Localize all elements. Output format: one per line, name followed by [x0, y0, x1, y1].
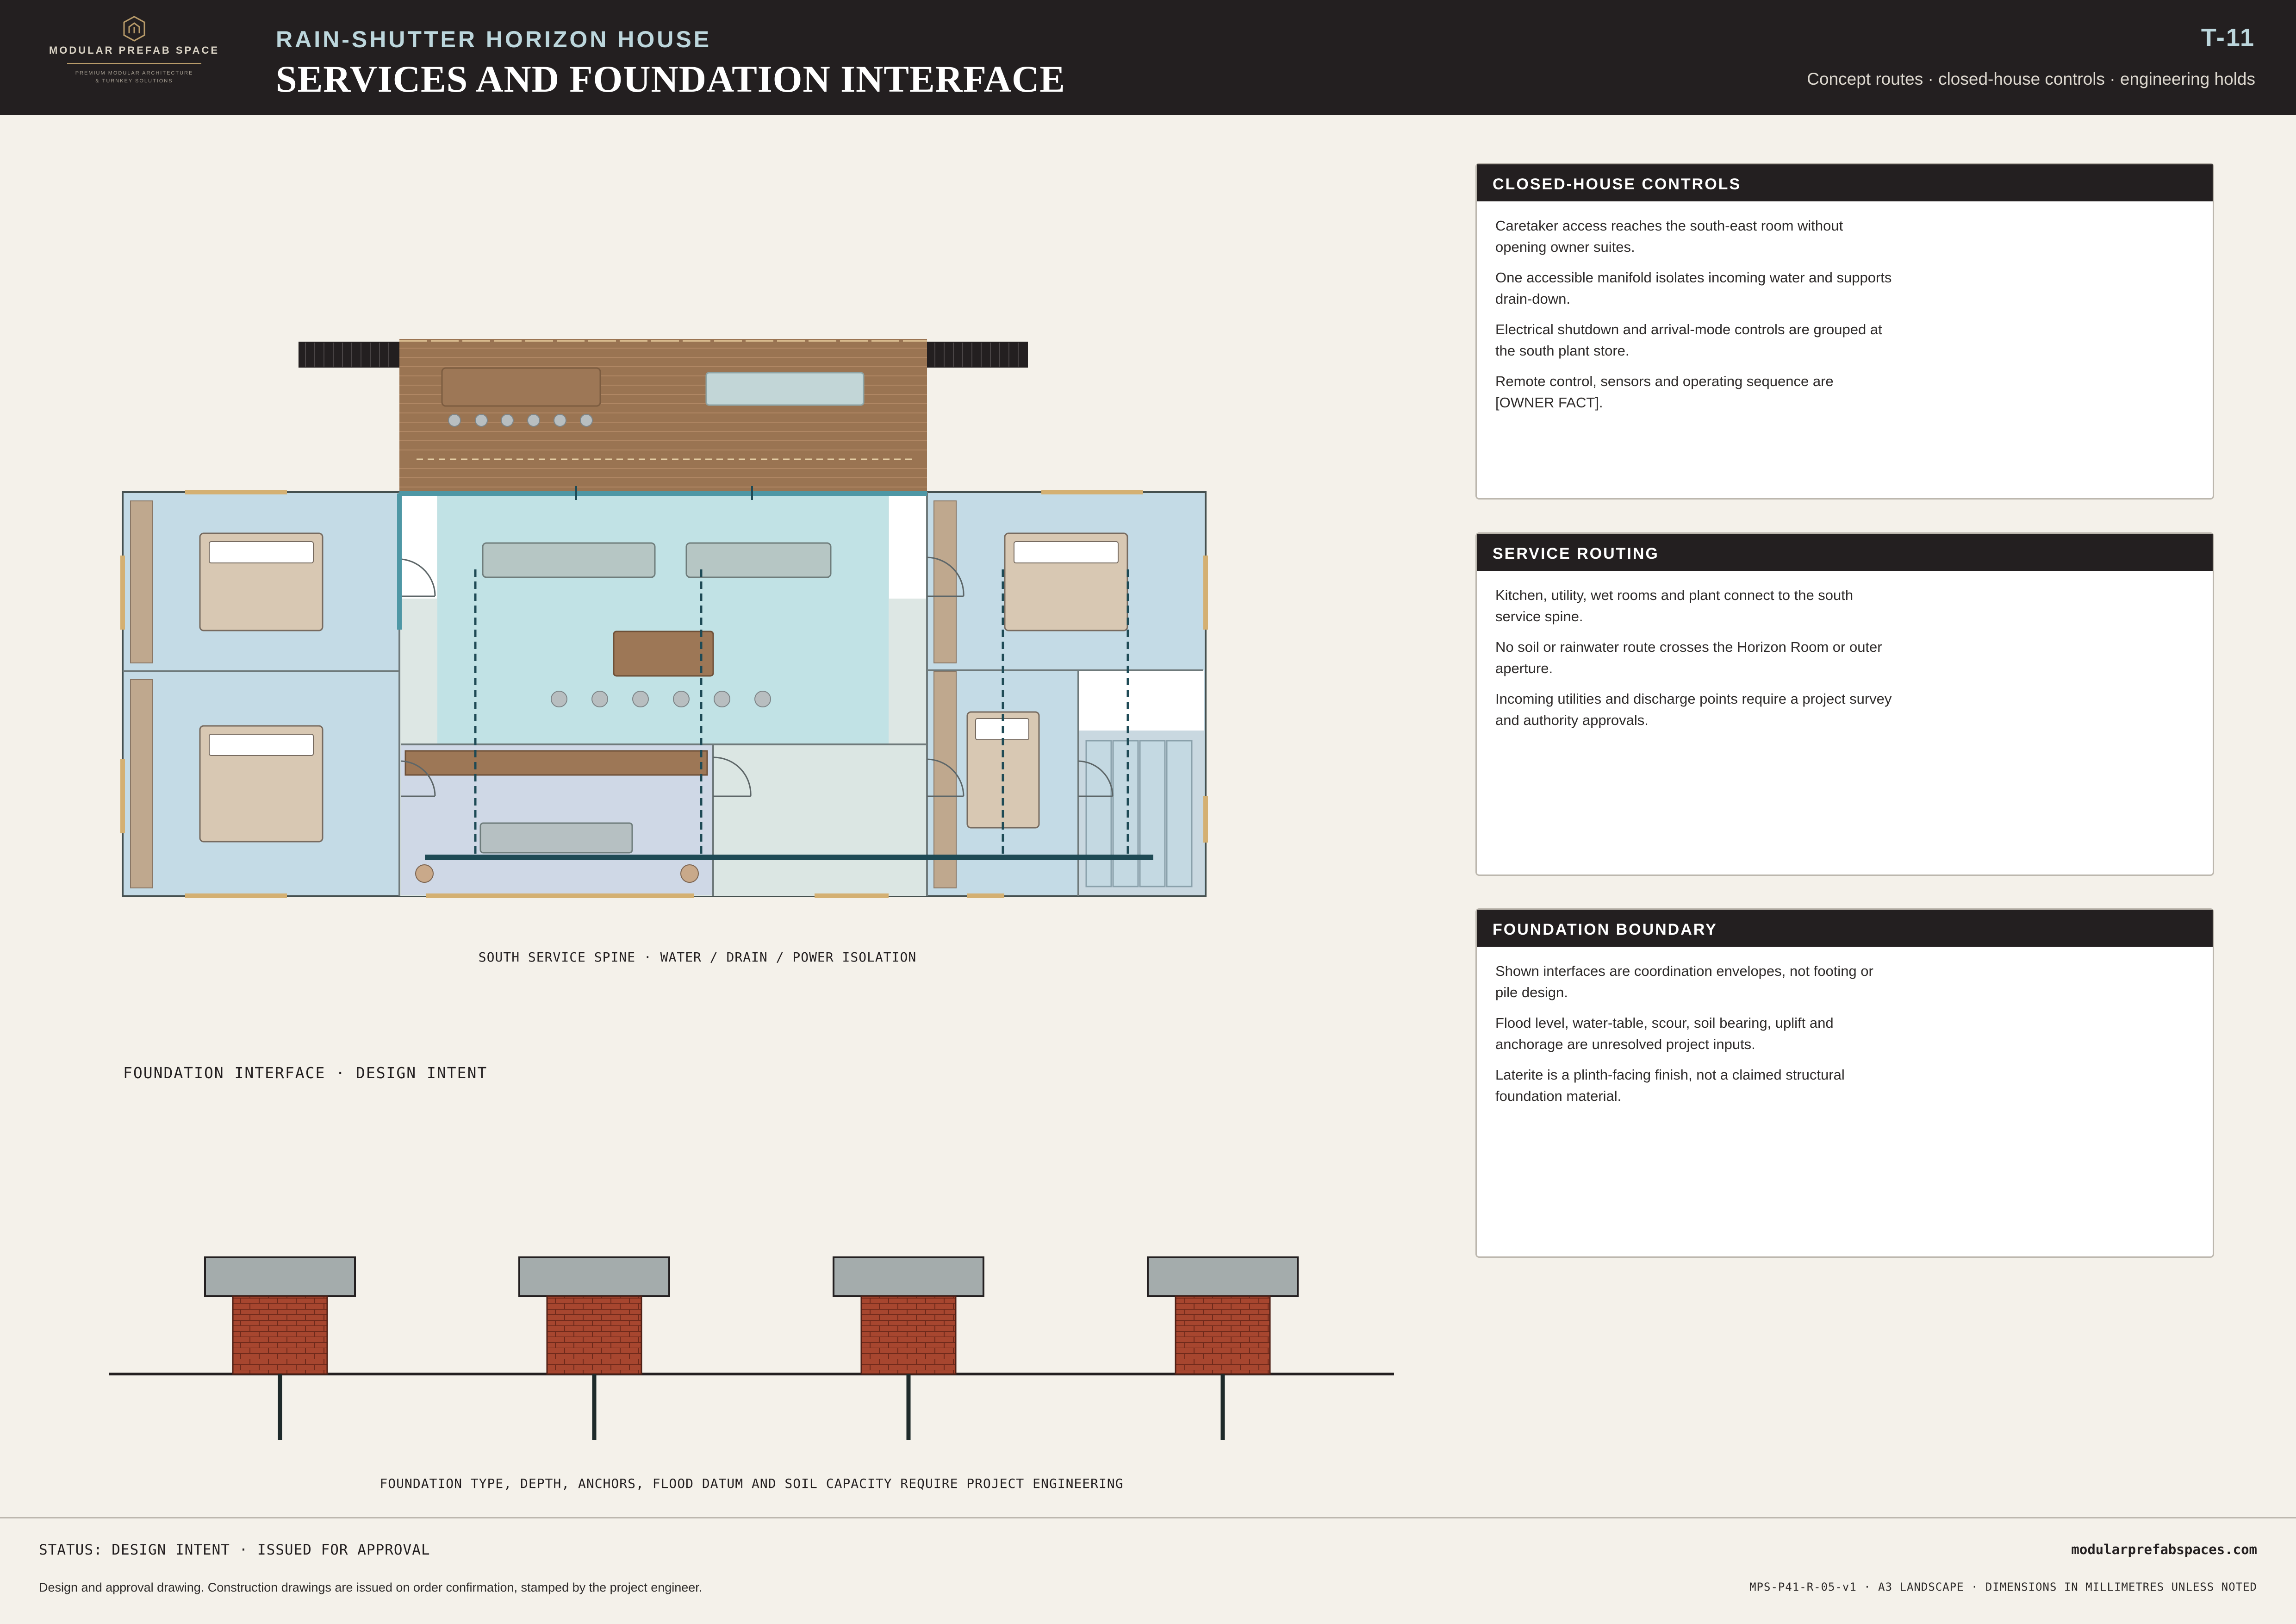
- foundation-pier: [834, 1257, 983, 1440]
- foundation-caption: FOUNDATION TYPE, DEPTH, ANCHORS, FLOOD DATUM AND SOIL CAPACITY REQUIRE PROJECT ENGINEERING: [380, 1476, 1124, 1491]
- note-item: One accessible manifold isolates incoming water and supports drain-down.: [1495, 269, 1892, 307]
- status-line: STATUS: DESIGN INTENT · ISSUED FOR APPROVAL: [39, 1542, 430, 1558]
- plinth-cap: [834, 1257, 983, 1296]
- note-item: Incoming utilities and discharge points require a project survey and authority approvals.: [1495, 691, 1892, 728]
- deck-outdoor-table: [442, 368, 600, 406]
- disclaimer-text: Design and approval drawing. Construction drawings are issued on order confirmation, stamped by the project engineer.: [39, 1580, 703, 1594]
- panel-service-routing: [1475, 532, 2214, 876]
- sofa-west: [483, 543, 655, 577]
- note-item: Electrical shutdown and arrival-mode controls are grouped at the south plant store.: [1495, 321, 1882, 359]
- foundation-pier: [1148, 1257, 1298, 1440]
- note-item: Laterite is a plinth-facing finish, not a claimed structural foundation material.: [1495, 1067, 1845, 1104]
- plant-pot-east: [681, 865, 698, 882]
- panel-foundation-boundary: [1475, 908, 2214, 1258]
- note-item: Caretaker access reaches the south-east room without opening owner suites.: [1495, 218, 1843, 255]
- logo-tagline-line-1: PREMIUM MODULAR ARCHITECTURE: [75, 70, 193, 76]
- plant-pot-west: [416, 865, 433, 882]
- sheet-title: SERVICES AND FOUNDATION INTERFACE: [276, 58, 1066, 100]
- west-lobby: [401, 494, 437, 599]
- foundation-section-diagram: [0, 1204, 1435, 1509]
- sofa-east: [686, 543, 831, 577]
- note-item: Kitchen, utility, wet rooms and plant connect to the south service spine.: [1495, 587, 1854, 625]
- east-store-void: [1078, 670, 1204, 731]
- panel-title: CLOSED-HOUSE CONTROLS: [1477, 164, 2213, 201]
- laterite-plinth: [233, 1296, 327, 1374]
- logo-tagline-line-2: & TURNKEY SOLUTIONS: [95, 78, 173, 84]
- logo-name: MODULAR PREFAB SPACE: [49, 44, 220, 56]
- east-lobby: [889, 494, 926, 599]
- foundation-pier: [519, 1257, 669, 1440]
- footer-divider: [0, 1517, 2296, 1518]
- kitchen-counter: [405, 751, 707, 775]
- project-name: RAIN-SHUTTER HORIZON HOUSE: [276, 26, 712, 52]
- note-item: No soil or rainwater route crosses the Horizon Room or outer aperture.: [1495, 639, 1882, 676]
- plinth-cap: [519, 1257, 669, 1296]
- horizon-room: [437, 494, 889, 744]
- plan-caption: SOUTH SERVICE SPINE · WATER / DRAIN / POWER ISOLATION: [478, 949, 917, 965]
- plinth-cap: [1148, 1257, 1298, 1296]
- panel-title: SERVICE ROUTING: [1477, 534, 2213, 571]
- panel-title: FOUNDATION BOUNDARY: [1477, 910, 2213, 947]
- note-item: Shown interfaces are coordination envelopes, not footing or pile design.: [1495, 963, 1873, 1000]
- deck-daybed: [706, 373, 864, 405]
- kitchen-island: [480, 823, 632, 853]
- foundation-section-title: FOUNDATION INTERFACE · DESIGN INTENT: [123, 1064, 488, 1082]
- sheet-subtitle: Concept routes · closed-house controls · engineering holds: [1807, 69, 2255, 88]
- utility-zone: [714, 744, 926, 895]
- rain-shutter-east: [927, 342, 1028, 368]
- sheet-number: T-11: [2201, 24, 2255, 51]
- panel-closed-house-controls: [1475, 163, 2214, 500]
- plinth-cap: [205, 1257, 355, 1296]
- laterite-plinth: [547, 1296, 641, 1374]
- note-item: Flood level, water-table, scour, soil bearing, uplift and anchorage are unresolved project inputs.: [1495, 1015, 1834, 1052]
- rain-shutter-west: [299, 342, 399, 368]
- foundation-pier: [205, 1257, 355, 1440]
- services-floor-plan: [0, 0, 1388, 965]
- laterite-plinth: [1176, 1296, 1270, 1374]
- note-item: Remote control, sensors and operating sequence are [OWNER FACT].: [1495, 373, 1834, 411]
- laterite-plinth: [861, 1296, 956, 1374]
- website-link[interactable]: modularprefabspaces.com: [2071, 1542, 2257, 1557]
- document-reference: MPS-P41-R-05-v1 · A3 LANDSCAPE · DIMENSIONS IN MILLIMETRES UNLESS NOTED: [1749, 1580, 2257, 1593]
- dining-table: [614, 631, 713, 676]
